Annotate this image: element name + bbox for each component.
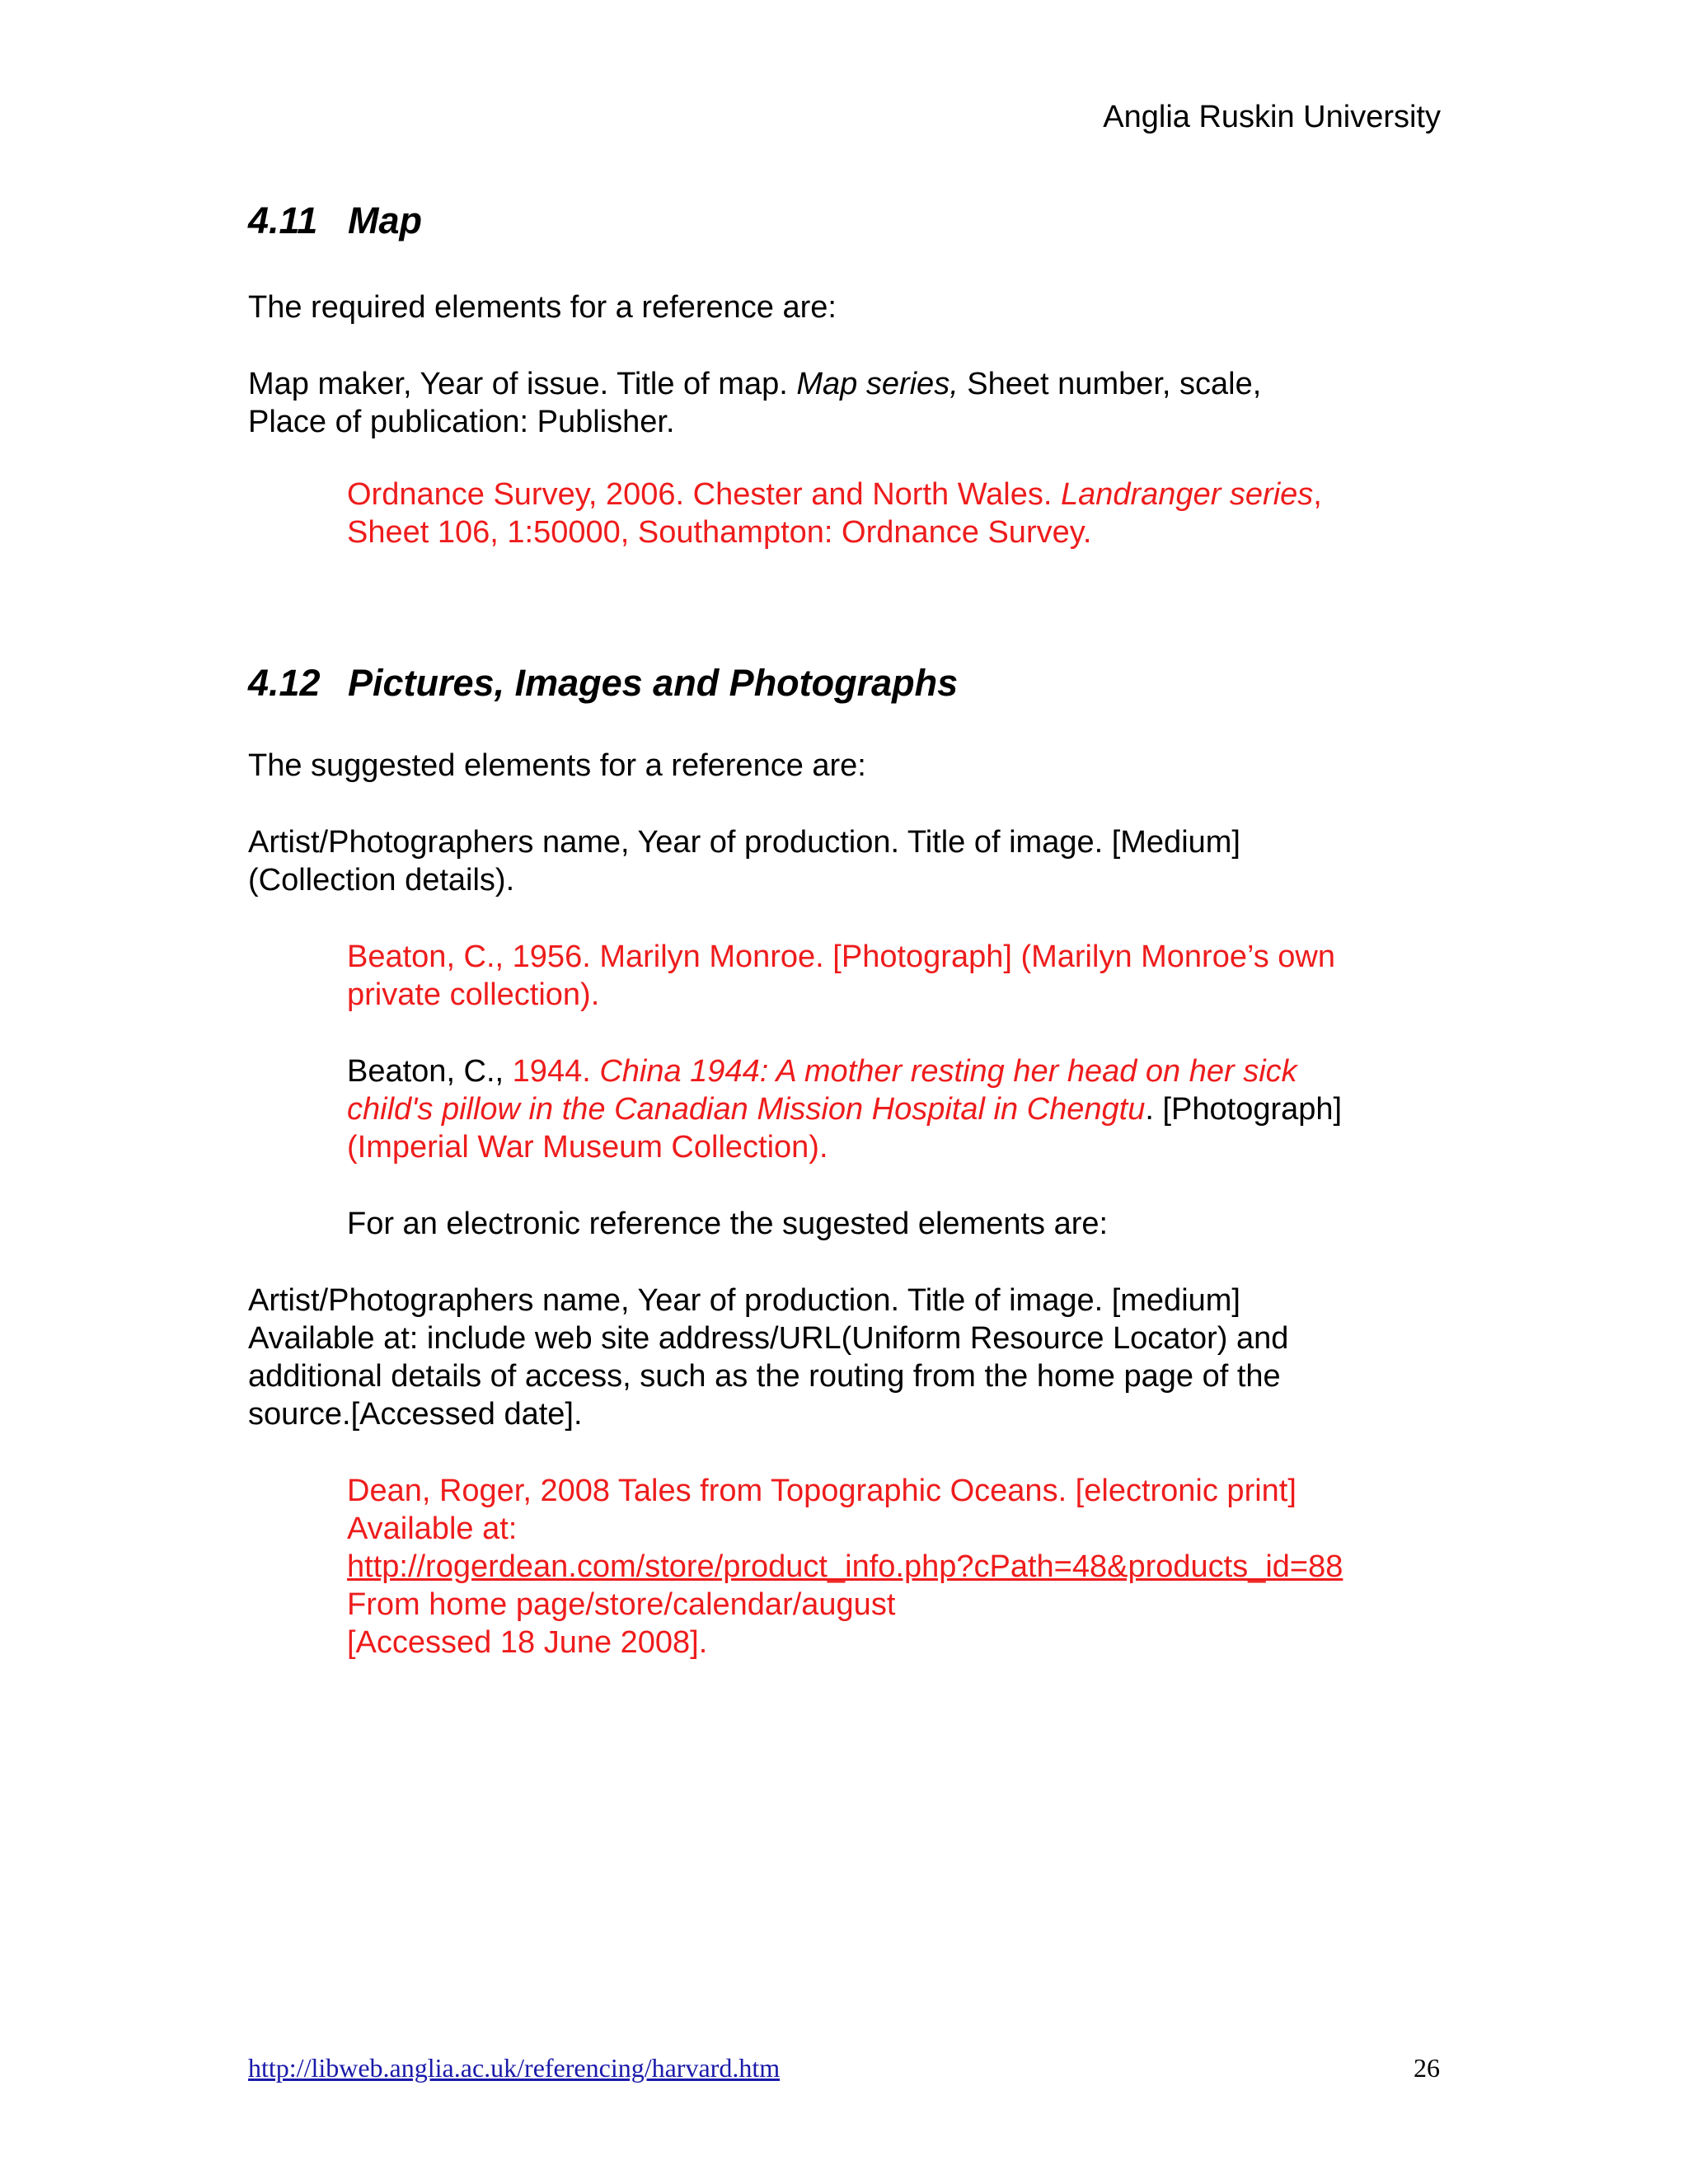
section-number: 4.12	[248, 662, 321, 704]
electronic-example-line-5: [Accessed 18 June 2008].	[347, 1625, 708, 1660]
pictures-example-a-line-1: Beaton, C., 1956. Marilyn Monroe. [Photograph] (Marilyn Monroe’s own	[347, 940, 1336, 974]
pictures-intro: The suggested elements for a reference are:	[248, 748, 866, 783]
map-format-text: Map maker, Year of issue. Title of map.	[248, 367, 797, 401]
map-format-line-1	[248, 365, 1261, 403]
electronic-intro: For an electronic reference the sugested elements are:	[347, 1207, 1109, 1241]
map-example-comma: ,	[1313, 477, 1322, 512]
electronic-format-line-1: Artist/Photographers name, Year of production. Title of image. [medium]	[248, 1283, 1240, 1318]
pictures-example-b-line-1	[347, 1052, 1342, 1090]
pictures-example-b-line-2	[347, 1090, 1342, 1128]
example-b-author: Beaton, C.,	[347, 1054, 513, 1089]
example-b-medium: . [Photograph]	[1145, 1092, 1343, 1127]
electronic-example-line-4: From home page/store/calendar/august	[347, 1587, 896, 1622]
electronic-format-line-3: additional details of access, such as the routing from the home page of the	[248, 1359, 1281, 1394]
example-b-title-part-2: child's pillow in the Canadian Mission Hospital in Chengtu	[347, 1092, 1146, 1127]
electronic-example-line-1: Dean, Roger, 2008 Tales from Topographic Oceans. [electronic print]	[347, 1474, 1296, 1508]
section-title: Map	[348, 199, 422, 241]
map-format-line-2: Place of publication: Publisher.	[248, 405, 675, 439]
pictures-format-line-2: (Collection details).	[248, 863, 515, 898]
electronic-example-line-2: Available at:	[347, 1511, 518, 1546]
pictures-example-a-line-2: private collection).	[347, 977, 600, 1012]
electronic-format-line-2: Available at: include web site address/URL(Uniform Resource Locator) and	[248, 1321, 1289, 1356]
section-title: Pictures, Images and Photographs	[348, 662, 959, 704]
map-example-line-1	[347, 476, 1322, 513]
electronic-example	[347, 1472, 1343, 1661]
map-example-line-2: Sheet 106, 1:50000, Southampton: Ordnance Survey.	[347, 515, 1092, 550]
map-format	[248, 365, 1261, 441]
map-example-italic: Landranger series	[1060, 477, 1314, 512]
electronic-format-line-4: source.[Accessed date].	[248, 1397, 583, 1432]
map-intro: The required elements for a reference are:	[248, 290, 837, 325]
map-example	[347, 476, 1322, 551]
example-b-year: 1944.	[512, 1054, 600, 1089]
section-heading-map	[248, 198, 422, 244]
page-header: Anglia Ruskin University	[1103, 100, 1441, 134]
map-format-italic: Map series,	[796, 367, 959, 401]
electronic-format	[248, 1282, 1288, 1433]
pictures-example-a	[347, 938, 1335, 1014]
page-number: 26	[1414, 2053, 1440, 2083]
pictures-format-line-1: Artist/Photographers name, Year of production. Title of image. [Medium]	[248, 825, 1240, 860]
footer-url-link[interactable]: http://libweb.anglia.ac.uk/referencing/harvard.htm	[248, 2053, 781, 2083]
example-b-title-part-1: China 1944: A mother resting her head on her sick	[599, 1054, 1297, 1089]
map-format-text-post: Sheet number, scale,	[958, 367, 1262, 401]
pictures-example-b	[347, 1052, 1342, 1166]
electronic-example-url-link[interactable]: http://rogerdean.com/store/product_info.php?cPath=48&products_id=88	[347, 1549, 1343, 1584]
pictures-example-b-line-3: (Imperial War Museum Collection).	[347, 1130, 828, 1165]
pictures-format	[248, 823, 1240, 899]
section-number: 4.11	[248, 199, 318, 241]
section-heading-pictures	[248, 660, 958, 706]
map-example-text: Ordnance Survey, 2006. Chester and North Wales.	[347, 477, 1061, 512]
